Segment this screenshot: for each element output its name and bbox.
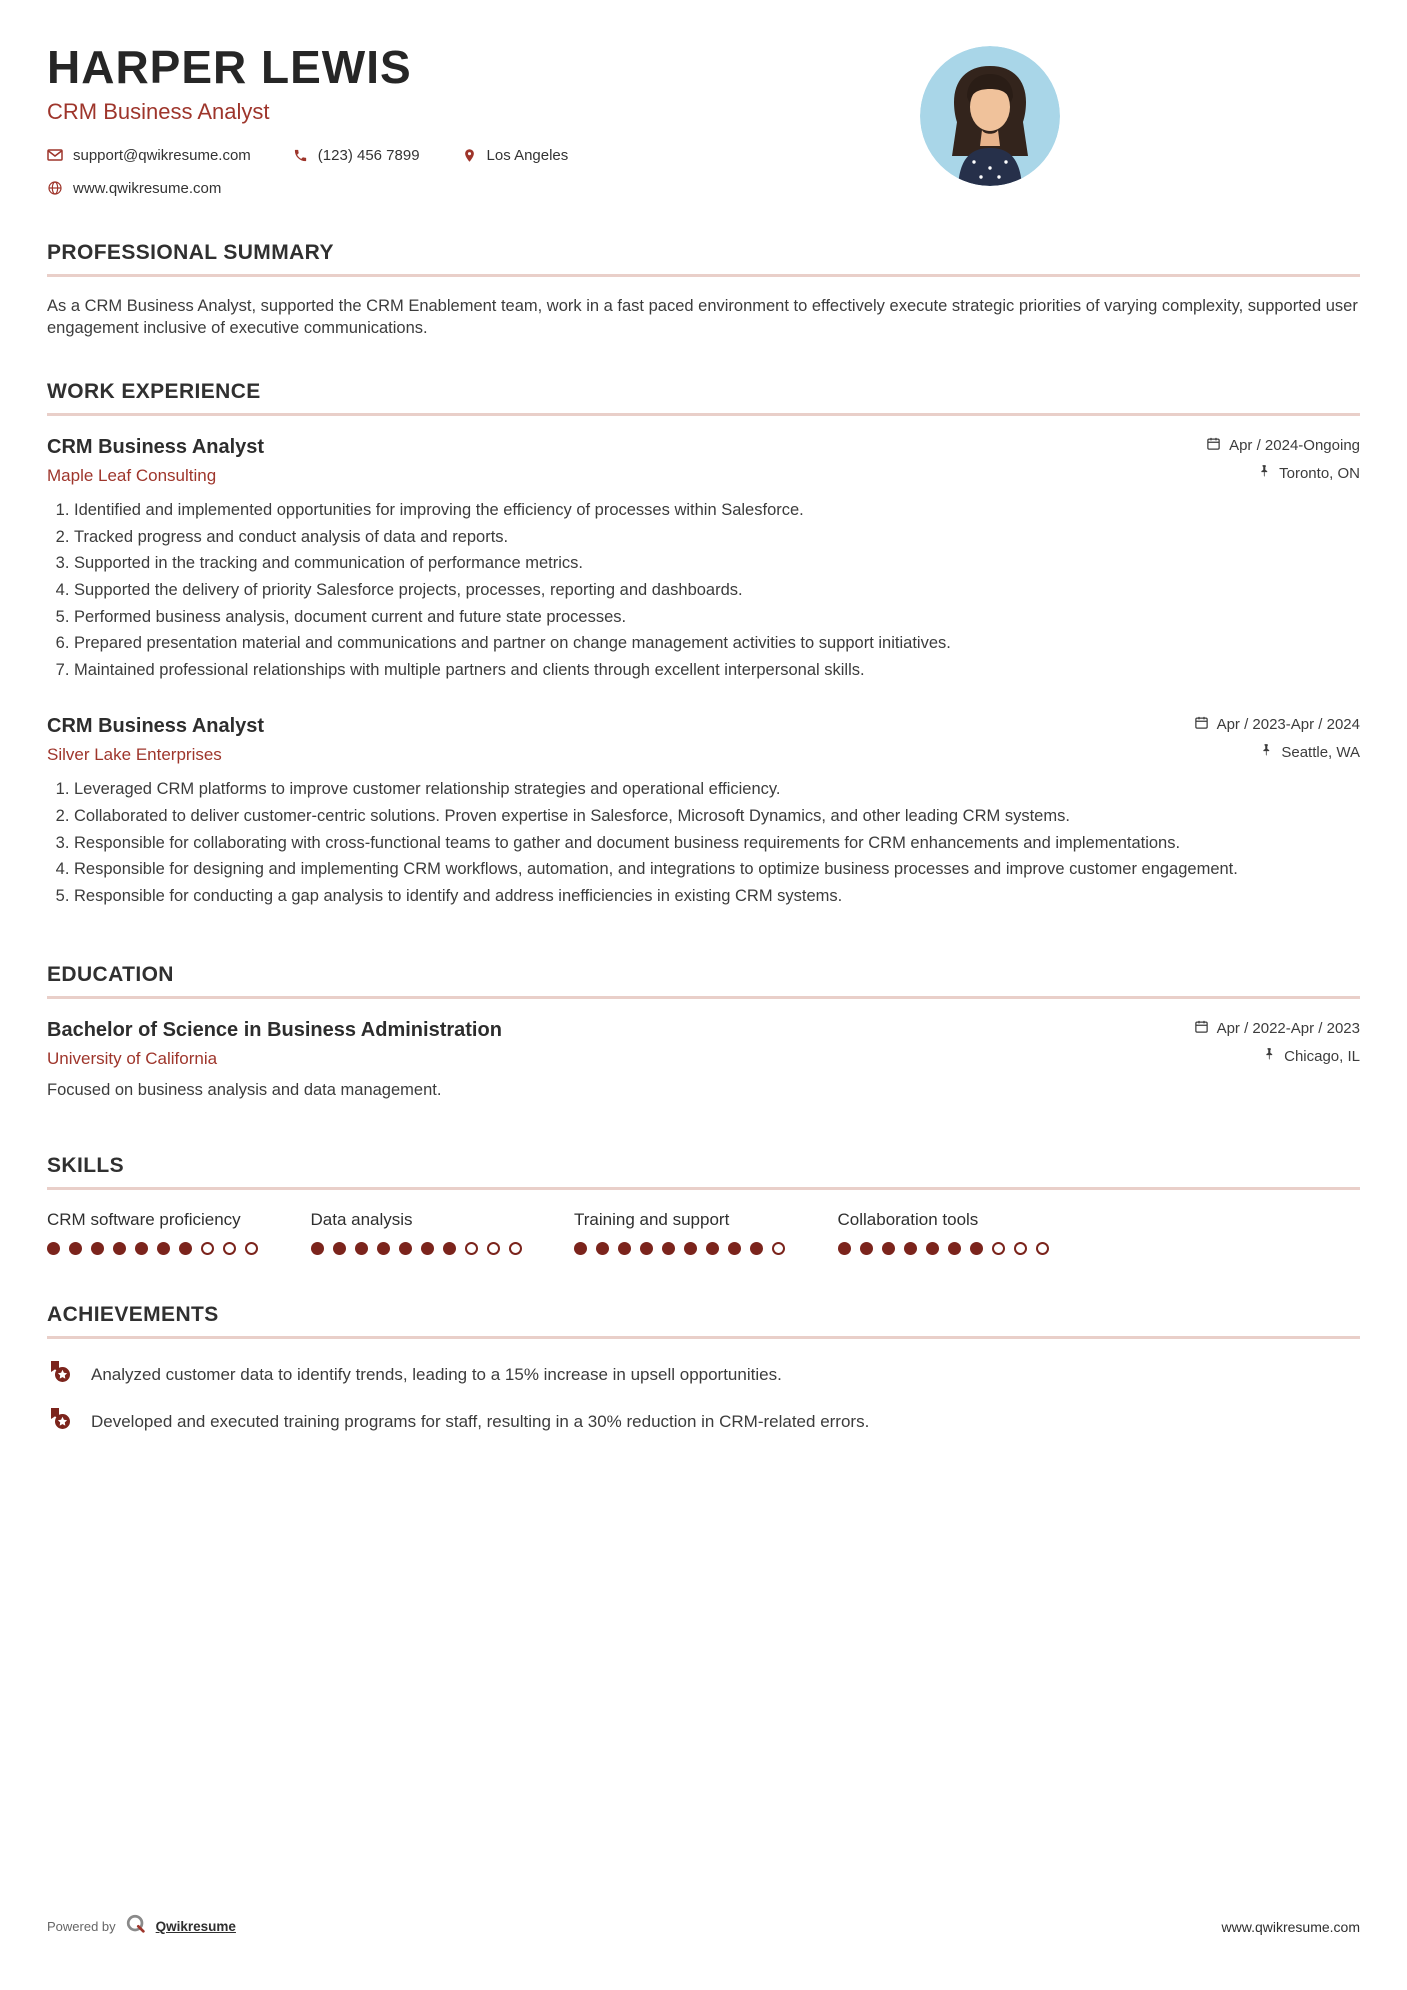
- education-location: [1194, 1047, 1360, 1065]
- job-company: Silver Lake Enterprises: [47, 745, 222, 765]
- skill-dot-filled: [904, 1242, 917, 1255]
- phone-icon: [293, 148, 308, 163]
- skill-dot-filled: [596, 1242, 609, 1255]
- phone-text: (123) 456 7899: [317, 146, 420, 164]
- job-bullet: 4. Responsible for designing and implementing CRM workflows, automation, and integrations to optimize business processes and improve customer engagement.: [74, 859, 1360, 881]
- avatar-portrait: [920, 46, 1060, 186]
- map-pin-icon: [462, 148, 477, 163]
- location-item: [462, 147, 569, 164]
- contact-row-1: [47, 147, 568, 164]
- skill-dot-empty: [772, 1242, 785, 1255]
- skill-item: [838, 1210, 1098, 1255]
- section-divider: [47, 274, 1360, 277]
- job-header: [47, 715, 1360, 765]
- person-name: HARPER LEWIS: [47, 41, 412, 93]
- summary-text: As a CRM Business Analyst, supported the CRM Enablement team, work in a fast paced environment to effectively execute strategic priorities of varying complexity, supported user engagement inclusive of executive communications.: [47, 296, 1358, 338]
- skill-level-dots: [574, 1242, 834, 1255]
- skill-dot-filled: [421, 1242, 434, 1255]
- job-bullets: [47, 779, 1360, 907]
- education-list: [47, 1019, 1360, 1100]
- skill-dot-filled: [706, 1242, 719, 1255]
- skill-dot-filled: [135, 1242, 148, 1255]
- skill-name: Collaboration tools: [837, 1210, 979, 1230]
- skill-dot-filled: [684, 1242, 697, 1255]
- job-meta: [1206, 436, 1360, 482]
- header-left: [47, 42, 568, 197]
- education-dates: [1194, 1019, 1360, 1038]
- pushpin-icon: [1259, 743, 1273, 761]
- job-dates: [1206, 436, 1360, 455]
- skill-item: [47, 1210, 307, 1255]
- skill-dot-filled: [750, 1242, 763, 1255]
- job-bullets: [47, 500, 1360, 681]
- skill-dot-empty: [1036, 1242, 1049, 1255]
- job-bullet: 5. Performed business analysis, document current and future state processes.: [74, 607, 1360, 629]
- skill-dot-filled: [377, 1242, 390, 1255]
- job-dates-text: Apr / 2024-Ongoing: [1229, 437, 1360, 455]
- section-experience: [47, 380, 1360, 907]
- calendar-icon: [1194, 1019, 1209, 1038]
- skill-name: CRM software proficiency: [47, 1210, 241, 1230]
- skill-dot-filled: [926, 1242, 939, 1255]
- skill-dot-empty: [487, 1242, 500, 1255]
- globe-icon: [47, 180, 63, 196]
- job-location: [1206, 464, 1360, 482]
- experience-heading: WORK EXPERIENCE: [47, 380, 261, 404]
- location-text: Los Angeles: [486, 146, 569, 164]
- website-link[interactable]: [47, 180, 221, 197]
- job-bullet: 1. Identified and implemented opportunities for improving the efficiency of processes within Salesforce.: [74, 500, 1360, 522]
- calendar-icon: [1206, 436, 1221, 455]
- skill-dot-filled: [47, 1242, 60, 1255]
- website-text: www.qwikresume.com: [73, 179, 222, 197]
- job-bullet: 3. Responsible for collaborating with cross-functional teams to gather and document business requirements for CRM enhancements and implementations.: [74, 833, 1360, 855]
- achievements-heading: ACHIEVEMENTS: [47, 1303, 219, 1327]
- envelope-icon: [47, 147, 63, 163]
- achievement-text: Developed and executed training programs for staff, resulting in a 30% reduction in CRM-related errors.: [91, 1411, 870, 1431]
- section-divider: [47, 1336, 1360, 1339]
- contact-row-2: [47, 180, 568, 197]
- skill-dot-filled: [662, 1242, 675, 1255]
- skill-item: [311, 1210, 571, 1255]
- footer: [47, 1913, 1360, 1940]
- skill-item: [574, 1210, 834, 1255]
- skill-level-dots: [838, 1242, 1098, 1255]
- skill-dot-empty: [992, 1242, 1005, 1255]
- footer-website: www.qwikresume.com: [1221, 1918, 1360, 1935]
- skill-dot-filled: [443, 1242, 456, 1255]
- jobs-list: [47, 436, 1360, 907]
- pushpin-icon: [1257, 464, 1271, 482]
- skill-dot-filled: [860, 1242, 873, 1255]
- skill-dot-filled: [157, 1242, 170, 1255]
- skill-dot-filled: [728, 1242, 741, 1255]
- job-bullet: 4. Supported the delivery of priority Salesforce projects, processes, reporting and dashboards.: [74, 580, 1360, 602]
- job-company: Maple Leaf Consulting: [47, 466, 217, 486]
- skill-dot-empty: [201, 1242, 214, 1255]
- skill-dot-filled: [882, 1242, 895, 1255]
- skill-level-dots: [311, 1242, 571, 1255]
- skill-dot-filled: [574, 1242, 587, 1255]
- skill-dot-empty: [509, 1242, 522, 1255]
- phone-link[interactable]: [293, 147, 420, 164]
- job-entry: [47, 715, 1360, 907]
- job-meta: [1194, 715, 1360, 761]
- powered-by-label: Powered by: [47, 1919, 116, 1934]
- skill-dot-empty: [223, 1242, 236, 1255]
- job-bullet: 7. Maintained professional relationships with multiple partners and clients through excellent interpersonal skills.: [74, 660, 1360, 682]
- skill-dot-filled: [399, 1242, 412, 1255]
- education-heading: EDUCATION: [47, 963, 174, 987]
- email-link[interactable]: [47, 147, 251, 164]
- section-divider: [47, 413, 1360, 416]
- achievements-list: [47, 1359, 1360, 1437]
- education-header-left: [47, 1019, 502, 1069]
- job-dates-text: Apr / 2023-Apr / 2024: [1216, 716, 1360, 734]
- qwikresume-link[interactable]: Qwikresume: [155, 1919, 236, 1934]
- section-divider: [47, 996, 1360, 999]
- skill-name: Training and support: [574, 1210, 730, 1230]
- section-summary: [47, 241, 1360, 341]
- skills-heading: SKILLS: [47, 1154, 125, 1178]
- skill-dot-empty: [1014, 1242, 1027, 1255]
- skills-grid: [47, 1210, 1097, 1255]
- education-location-text: Chicago, IL: [1284, 1047, 1360, 1065]
- skill-dot-filled: [355, 1242, 368, 1255]
- skill-dot-filled: [618, 1242, 631, 1255]
- education-note: Focused on business analysis and data management.: [47, 1081, 442, 1100]
- footer-brand-group: [47, 1913, 236, 1940]
- job-header: [47, 436, 1360, 486]
- skill-dot-filled: [948, 1242, 961, 1255]
- job-bullet: 2. Collaborated to deliver customer-centric solutions. Proven expertise in Salesforce, Microsoft Dynamics, and other leading CRM systems.: [74, 806, 1360, 828]
- job-bullet: 1. Leveraged CRM platforms to improve customer relationship strategies and operational efficiency.: [74, 779, 1360, 801]
- section-skills: [47, 1154, 1360, 1255]
- summary-heading: PROFESSIONAL SUMMARY: [47, 240, 334, 264]
- header: [47, 42, 1360, 197]
- education-meta: [1194, 1019, 1360, 1065]
- person-title: CRM Business Analyst: [47, 98, 270, 124]
- job-bullet: 3. Supported in the tracking and communication of performance metrics.: [74, 553, 1360, 575]
- job-entry: [47, 436, 1360, 681]
- section-divider: [47, 1187, 1360, 1190]
- skill-level-dots: [47, 1242, 307, 1255]
- skill-dot-empty: [245, 1242, 258, 1255]
- award-ribbon-icon: [47, 1406, 73, 1437]
- skill-dot-filled: [91, 1242, 104, 1255]
- avatar: [920, 46, 1060, 186]
- achievement-item: [47, 1359, 1360, 1390]
- school-name: University of California: [47, 1049, 218, 1069]
- award-ribbon-icon: [47, 1359, 73, 1390]
- achievement-text: Analyzed customer data to identify trends, leading to a 15% increase in upsell opportunities.: [91, 1364, 782, 1384]
- job-title: CRM Business Analyst: [47, 436, 265, 459]
- job-bullet: 6. Prepared presentation material and communications and partner on change management activities to support initiatives.: [74, 633, 1360, 655]
- job-location-text: Seattle, WA: [1281, 743, 1360, 761]
- skill-dot-filled: [179, 1242, 192, 1255]
- qwikresume-logo: [125, 1913, 147, 1940]
- job-header-left: [47, 715, 264, 765]
- job-bullet: 5. Responsible for conducting a gap analysis to identify and address inefficiencies in existing CRM systems.: [74, 886, 1360, 908]
- job-location: [1194, 743, 1360, 761]
- skill-name: Data analysis: [310, 1210, 413, 1230]
- skill-dot-filled: [311, 1242, 324, 1255]
- section-achievements: [47, 1303, 1360, 1437]
- education-entry: [47, 1019, 1360, 1100]
- skill-dot-filled: [970, 1242, 983, 1255]
- job-dates: [1194, 715, 1360, 734]
- job-bullet: 2. Tracked progress and conduct analysis of data and reports.: [74, 527, 1360, 549]
- skill-dot-filled: [113, 1242, 126, 1255]
- skill-dot-empty: [465, 1242, 478, 1255]
- skill-dot-filled: [69, 1242, 82, 1255]
- achievement-item: [47, 1406, 1360, 1437]
- pushpin-icon: [1262, 1047, 1276, 1065]
- job-title: CRM Business Analyst: [47, 715, 265, 738]
- section-education: [47, 963, 1360, 1100]
- degree-title: Bachelor of Science in Business Administration: [47, 1019, 502, 1042]
- calendar-icon: [1194, 715, 1209, 734]
- skill-dot-filled: [640, 1242, 653, 1255]
- job-location-text: Toronto, ON: [1279, 464, 1360, 482]
- job-header-left: [47, 436, 264, 486]
- education-dates-text: Apr / 2022-Apr / 2023: [1216, 1020, 1360, 1038]
- skill-dot-filled: [838, 1242, 851, 1255]
- email-text: support@qwikresume.com: [73, 146, 251, 164]
- skill-dot-filled: [333, 1242, 346, 1255]
- education-header: [47, 1019, 1360, 1069]
